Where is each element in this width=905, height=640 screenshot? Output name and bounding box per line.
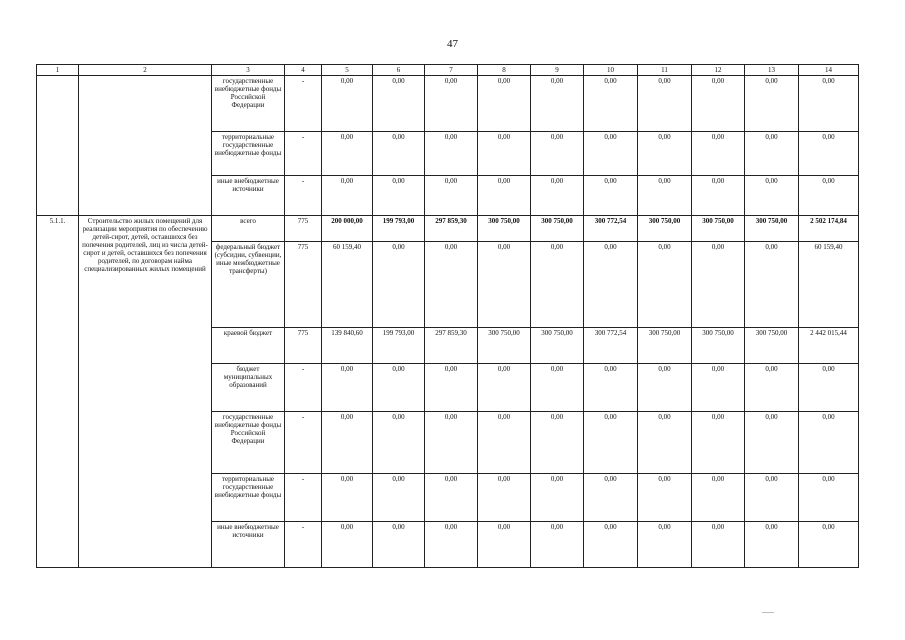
amount-cell: 139 840,60: [322, 328, 373, 364]
amount-cell: 300 750,00: [745, 216, 799, 242]
amount-cell: 0,00: [425, 474, 478, 522]
amount-cell: 300 750,00: [745, 328, 799, 364]
amount-cell: 0,00: [373, 176, 425, 216]
funding-source: федеральный бюджет (субсидии, субвенции, иные межбюджетные трансферты): [212, 242, 285, 328]
funding-source: всего: [212, 216, 285, 242]
amount-cell: 300 750,00: [638, 328, 692, 364]
amount-cell: 300 772,54: [584, 216, 638, 242]
amount-cell: 0,00: [799, 412, 859, 474]
budget-code: -: [285, 522, 322, 568]
amount-cell: 0,00: [322, 76, 373, 132]
amount-cell: 0,00: [692, 76, 745, 132]
amount-cell: 0,00: [745, 242, 799, 328]
amount-cell: 0,00: [322, 522, 373, 568]
amount-cell: 0,00: [531, 132, 584, 176]
amount-cell: 0,00: [584, 522, 638, 568]
amount-cell: 0,00: [478, 176, 531, 216]
amount-cell: 0,00: [638, 412, 692, 474]
column-number: 12: [692, 65, 745, 76]
column-number: 11: [638, 65, 692, 76]
amount-cell: 0,00: [799, 364, 859, 412]
amount-cell: 0,00: [584, 132, 638, 176]
amount-cell: 300 750,00: [638, 216, 692, 242]
amount-cell: 0,00: [584, 364, 638, 412]
budget-code: -: [285, 132, 322, 176]
amount-cell: 0,00: [531, 364, 584, 412]
amount-cell: 0,00: [692, 412, 745, 474]
amount-cell: 300 750,00: [531, 328, 584, 364]
column-number: 2: [79, 65, 212, 76]
amount-cell: 0,00: [584, 242, 638, 328]
budget-table: [36, 64, 859, 568]
amount-cell: 0,00: [745, 522, 799, 568]
amount-cell: 300 750,00: [478, 216, 531, 242]
funding-source: территориальные государственные внебюджетные фонды: [212, 474, 285, 522]
amount-cell: 0,00: [638, 242, 692, 328]
column-number: 7: [425, 65, 478, 76]
amount-cell: 0,00: [799, 76, 859, 132]
amount-cell: 297 859,30: [425, 216, 478, 242]
funding-source: государственные внебюджетные фонды Российской Федерации: [212, 412, 285, 474]
amount-cell: 0,00: [373, 132, 425, 176]
amount-cell: 0,00: [799, 522, 859, 568]
amount-cell: 0,00: [373, 412, 425, 474]
amount-cell: 0,00: [322, 132, 373, 176]
amount-cell: 0,00: [584, 176, 638, 216]
amount-cell: 300 750,00: [692, 216, 745, 242]
amount-cell: 0,00: [425, 76, 478, 132]
amount-cell: 0,00: [478, 412, 531, 474]
amount-cell: 0,00: [638, 522, 692, 568]
amount-cell: 0,00: [692, 474, 745, 522]
amount-cell: 0,00: [425, 412, 478, 474]
amount-cell: 0,00: [531, 522, 584, 568]
column-number: 13: [745, 65, 799, 76]
amount-cell: 0,00: [745, 474, 799, 522]
column-number-row: [37, 65, 859, 76]
amount-cell: 200 000,00: [322, 216, 373, 242]
amount-cell: 0,00: [692, 364, 745, 412]
amount-cell: 0,00: [425, 242, 478, 328]
column-number: 5: [322, 65, 373, 76]
amount-cell: 300 750,00: [531, 216, 584, 242]
amount-cell: 199 793,00: [373, 216, 425, 242]
amount-cell: 0,00: [745, 132, 799, 176]
column-number: 1: [37, 65, 79, 76]
column-number: 4: [285, 65, 322, 76]
amount-cell: 0,00: [373, 522, 425, 568]
item-description: Строительство жилых помещений для реализации мероприятия по обеспечению детей-сирот, детей, оставшихся без попечения родителей, лиц из числа детей-сирот и детей, оставшихся без попечения родителей, по договорам найма специализированных жилых помещений: [79, 216, 212, 568]
amount-cell: 0,00: [478, 76, 531, 132]
amount-cell: 0,00: [478, 132, 531, 176]
column-number: 6: [373, 65, 425, 76]
budget-table-body: [37, 65, 859, 568]
amount-cell: 0,00: [322, 176, 373, 216]
amount-cell: 0,00: [322, 412, 373, 474]
amount-cell: 2 502 174,84: [799, 216, 859, 242]
amount-cell: 0,00: [478, 242, 531, 328]
amount-cell: 60 159,40: [322, 242, 373, 328]
page-number: 47: [447, 38, 458, 50]
amount-cell: 0,00: [425, 176, 478, 216]
amount-cell: 0,00: [478, 474, 531, 522]
column-number: 9: [531, 65, 584, 76]
budget-code: -: [285, 364, 322, 412]
budget-code: -: [285, 76, 322, 132]
amount-cell: 0,00: [531, 176, 584, 216]
amount-cell: 0,00: [692, 242, 745, 328]
amount-cell: 0,00: [692, 176, 745, 216]
amount-cell: 2 442 015,44: [799, 328, 859, 364]
empty-number-cell: [37, 76, 79, 216]
amount-cell: 300 772,54: [584, 328, 638, 364]
amount-cell: 0,00: [638, 132, 692, 176]
amount-cell: 0,00: [799, 474, 859, 522]
amount-cell: 0,00: [584, 412, 638, 474]
budget-code: 775: [285, 242, 322, 328]
amount-cell: 199 793,00: [373, 328, 425, 364]
table-row: [37, 76, 859, 132]
amount-cell: 0,00: [745, 412, 799, 474]
budget-code: -: [285, 176, 322, 216]
amount-cell: 300 750,00: [478, 328, 531, 364]
funding-source: иные внебюджетные источники: [212, 176, 285, 216]
amount-cell: 0,00: [584, 76, 638, 132]
amount-cell: 0,00: [531, 242, 584, 328]
amount-cell: 0,00: [373, 474, 425, 522]
amount-cell: 0,00: [638, 176, 692, 216]
amount-cell: 0,00: [478, 522, 531, 568]
amount-cell: 0,00: [425, 364, 478, 412]
amount-cell: 0,00: [745, 176, 799, 216]
amount-cell: 0,00: [799, 176, 859, 216]
amount-cell: 0,00: [638, 364, 692, 412]
amount-cell: 0,00: [638, 474, 692, 522]
scan-mark: [762, 612, 774, 613]
column-number: 14: [799, 65, 859, 76]
item-number: 5.1.1.: [37, 216, 79, 568]
amount-cell: 0,00: [584, 474, 638, 522]
amount-cell: 0,00: [373, 76, 425, 132]
amount-cell: 0,00: [531, 412, 584, 474]
amount-cell: 0,00: [745, 364, 799, 412]
amount-cell: 0,00: [322, 364, 373, 412]
empty-description-cell: [79, 76, 212, 216]
funding-source: государственные внебюджетные фонды Российской Федерации: [212, 76, 285, 132]
funding-source: бюджет муниципальных образований: [212, 364, 285, 412]
amount-cell: 0,00: [531, 474, 584, 522]
amount-cell: 0,00: [373, 242, 425, 328]
amount-cell: 0,00: [745, 76, 799, 132]
budget-code: 775: [285, 216, 322, 242]
amount-cell: 0,00: [638, 76, 692, 132]
budget-code: -: [285, 474, 322, 522]
amount-cell: 300 750,00: [692, 328, 745, 364]
amount-cell: 0,00: [322, 474, 373, 522]
budget-code: 775: [285, 328, 322, 364]
column-number: 8: [478, 65, 531, 76]
amount-cell: 60 159,40: [799, 242, 859, 328]
budget-code: -: [285, 412, 322, 474]
column-number: 3: [212, 65, 285, 76]
funding-source: территориальные государственные внебюджетные фонды: [212, 132, 285, 176]
column-number: 10: [584, 65, 638, 76]
funding-source: краевой бюджет: [212, 328, 285, 364]
amount-cell: 297 859,30: [425, 328, 478, 364]
funding-source: иные внебюджетные источники: [212, 522, 285, 568]
amount-cell: 0,00: [425, 522, 478, 568]
amount-cell: 0,00: [692, 522, 745, 568]
amount-cell: 0,00: [531, 76, 584, 132]
amount-cell: 0,00: [478, 364, 531, 412]
amount-cell: 0,00: [373, 364, 425, 412]
amount-cell: 0,00: [425, 132, 478, 176]
amount-cell: 0,00: [799, 132, 859, 176]
table-row-total: [37, 216, 859, 242]
amount-cell: 0,00: [692, 132, 745, 176]
